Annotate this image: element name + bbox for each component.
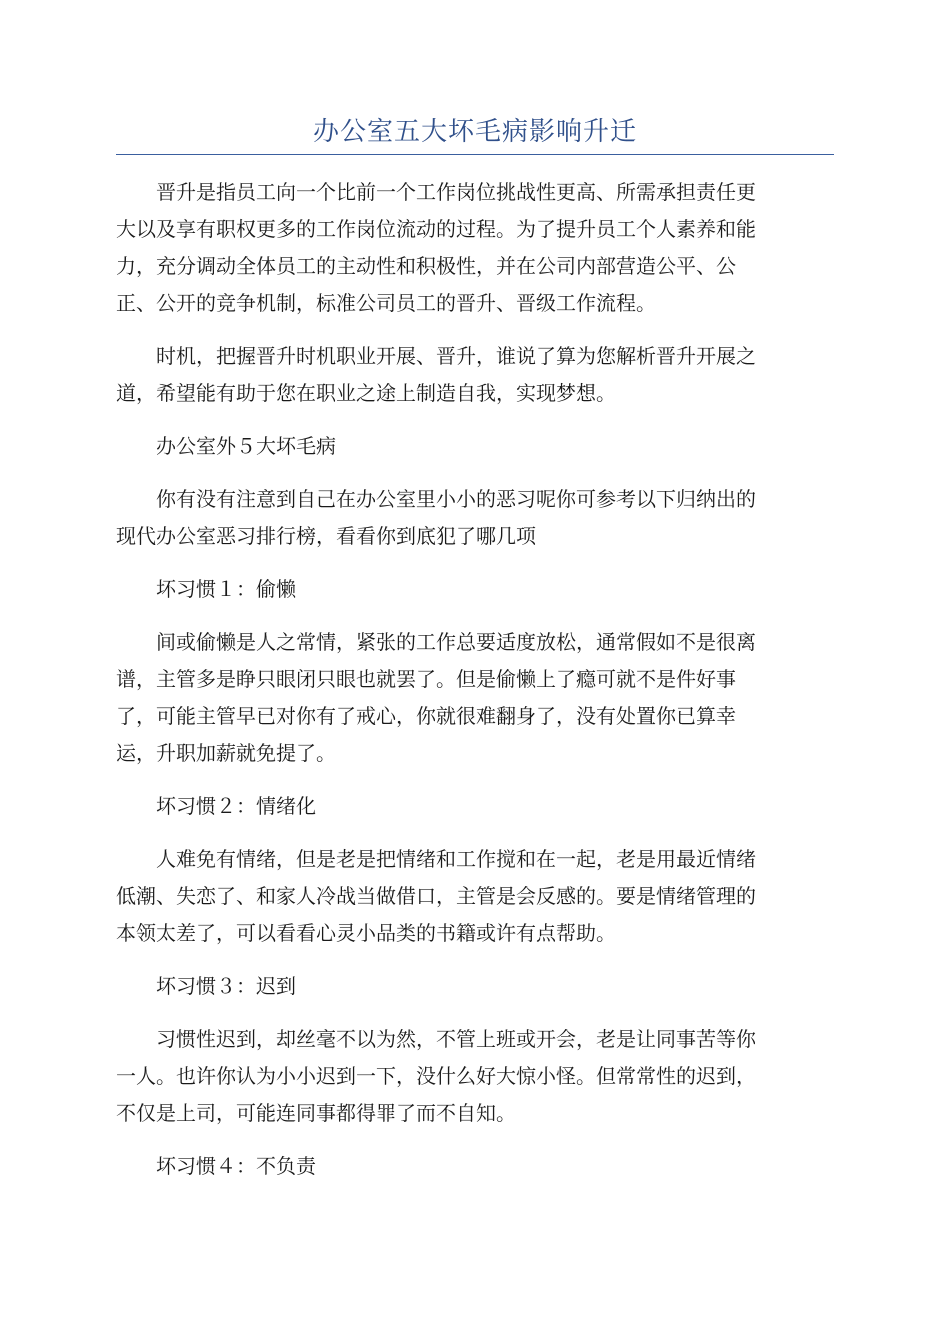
paragraph-line: 人难免有情绪，但是老是把情绪和工作搅和在一起，老是用最近情绪 [156,847,756,871]
document-body [116,174,834,1201]
habit-heading-1 [116,571,834,608]
paragraph-line: 力，充分调动全体员工的主动性和积极性，并在公司内部营造公平、公 [116,254,736,278]
paragraph-line: 一人。也许你认为小小迟到一下，没什么好大惊小怪。但常常性的迟到， [116,1064,756,1088]
paragraph-line: 谱，主管多是睁只眼闭只眼也就罢了。但是偷懒上了瘾可就不是件好事 [116,667,736,691]
paragraph-line: 坏习惯３：迟到 [156,974,296,998]
paragraph-timing [116,338,834,412]
paragraph-habit-2 [116,841,834,952]
paragraph-line: 间或偷懒是人之常情，紧张的工作总要适度放松，通常假如不是很离 [156,630,756,654]
paragraph-line: 大以及享有职权更多的工作岗位流动的过程。为了提升员工个人素养和能 [116,217,756,241]
paragraph-line: 坏习惯４：不负责 [156,1154,316,1178]
paragraph-habit-3 [116,1021,834,1132]
paragraph-line: 晋升是指员工向一个比前一个工作岗位挑战性更高、所需承担责任更 [156,180,756,204]
habit-heading-2 [116,788,834,825]
paragraph-line: 现代办公室恶习排行榜，看看你到底犯了哪几项 [116,524,536,548]
paragraph-line: 坏习惯１：偷懒 [156,577,296,601]
paragraph-line: 正、公开的竞争机制，标准公司员工的晋升、晋级工作流程。 [116,291,656,315]
title-underline [116,154,834,155]
paragraph-line: 低潮、失恋了、和家人冷战当做借口，主管是会反感的。要是情绪管理的 [116,884,756,908]
paragraph-line: 坏习惯２：情绪化 [156,794,316,818]
paragraph-line: 不仅是上司，可能连同事都得罪了而不自知。 [116,1101,516,1125]
section-heading-five-bad-habits [116,428,834,465]
document-title: 办公室五大坏毛病影响升迁 [312,117,637,147]
paragraph-line: 习惯性迟到，却丝毫不以为然，不管上班或开会，老是让同事苦等你 [156,1027,756,1051]
paragraph-habits-intro [116,481,834,555]
paragraph-line: 办公室外５大坏毛病 [156,434,336,458]
paragraph-line: 了，可能主管早已对你有了戒心，你就很难翻身了，没有处置你已算幸 [116,704,736,728]
paragraph-habit-1 [116,624,834,772]
paragraph-line: 道，希望能有助于您在职业之途上制造自我，实现梦想。 [116,381,616,405]
habit-heading-3 [116,968,834,1005]
habit-heading-4 [116,1148,834,1185]
paragraph-line: 你有没有注意到自己在办公室里小小的恶习呢你可参考以下归纳出的 [156,487,756,511]
paragraph-intro-promotion [116,174,834,322]
paragraph-line: 本领太差了，可以看看心灵小品类的书籍或许有点帮助。 [116,921,616,945]
paragraph-line: 运，升职加薪就免提了。 [116,741,336,765]
paragraph-line: 时机，把握晋升时机职业开展、晋升，谁说了算为您解析晋升开展之 [156,344,756,368]
